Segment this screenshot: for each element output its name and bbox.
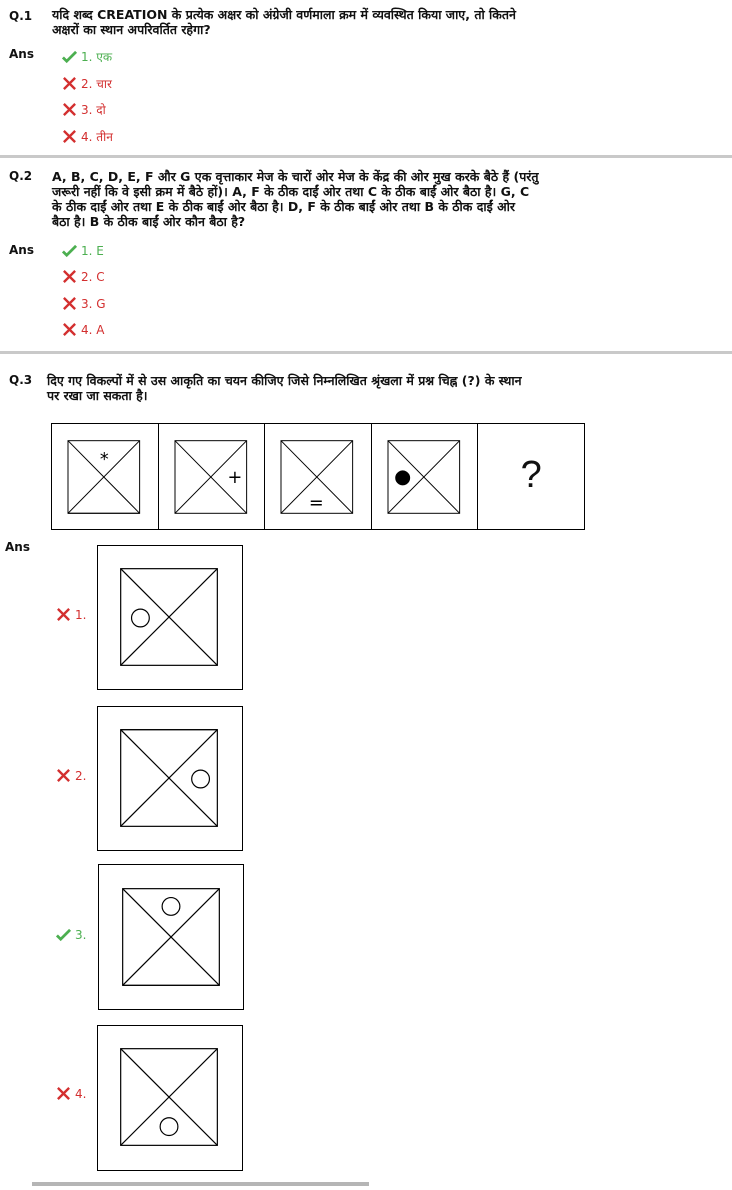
option-figure bbox=[97, 1025, 243, 1171]
answer-option bbox=[62, 48, 112, 65]
question-text-line: बैठा है। B के ठीक बाईं ओर कौन बैठा है? bbox=[52, 214, 246, 229]
question-text bbox=[52, 7, 612, 37]
check-icon bbox=[62, 243, 77, 258]
answer-option bbox=[62, 322, 104, 337]
question-text bbox=[52, 169, 612, 229]
series-figure bbox=[265, 424, 372, 529]
circle-symbol bbox=[192, 770, 210, 788]
answer-option bbox=[62, 296, 106, 311]
series-figure bbox=[372, 424, 479, 529]
cross-icon bbox=[62, 269, 77, 284]
question-number: Q.2 bbox=[9, 169, 33, 183]
plus-symbol: + bbox=[227, 467, 242, 488]
option-label: 3. दो bbox=[81, 103, 106, 117]
cross-icon bbox=[62, 129, 77, 144]
option-label: 1. एक bbox=[81, 50, 113, 64]
option-figure bbox=[97, 545, 243, 690]
question-text-line: यदि शब्द CREATION के प्रत्येक अक्षर को अंग्रेजी वर्णमाला क्रम में व्यवस्थित किया जाए, तो कितने bbox=[52, 7, 516, 22]
question-separator bbox=[0, 351, 732, 354]
option-label: 3. G bbox=[81, 296, 106, 311]
answer-option bbox=[62, 243, 104, 258]
cross-icon bbox=[56, 1086, 71, 1101]
answer-label: Ans bbox=[9, 243, 34, 257]
answer-option bbox=[62, 128, 113, 145]
question-text bbox=[47, 373, 607, 403]
question-number: Q.1 bbox=[9, 9, 33, 23]
cross-icon bbox=[62, 296, 77, 311]
answer-option bbox=[62, 75, 112, 92]
cross-icon bbox=[56, 607, 71, 622]
check-icon bbox=[56, 927, 71, 942]
check-icon bbox=[62, 49, 77, 64]
option-figure bbox=[98, 864, 244, 1010]
question-text-line: दिए गए विकल्पों में से उस आकृति का चयन कीजिए जिसे निम्नलिखित श्रृंखला में प्रश्न चिह्न (?) के स्थान bbox=[47, 373, 522, 388]
option-label: 4. bbox=[75, 1086, 87, 1101]
option-label: 2. चार bbox=[81, 77, 112, 91]
option-label: 2. bbox=[75, 768, 87, 783]
option-label: 2. C bbox=[81, 269, 105, 284]
option-label: 1. bbox=[75, 607, 87, 622]
question-text-line: के ठीक दाईं ओर तथा E के ठीक बाईं ओर बैठा है। D, F के ठीक बाईं ओर तथा B के ठीक दाईं ओर bbox=[52, 199, 515, 214]
option-label: 3. bbox=[75, 927, 87, 942]
option-label: 1. E bbox=[81, 243, 104, 258]
cross-icon bbox=[56, 768, 71, 783]
question-mark: ? bbox=[520, 454, 542, 496]
series-figure bbox=[159, 424, 266, 529]
question-text-line: पर रखा जा सकता है। bbox=[47, 388, 148, 403]
answer-option bbox=[56, 768, 86, 783]
answer-option bbox=[56, 607, 86, 622]
answer-option bbox=[56, 1086, 86, 1101]
cross-icon bbox=[62, 102, 77, 117]
option-label: 4. A bbox=[81, 322, 105, 337]
answer-option bbox=[62, 101, 106, 118]
answer-label: Ans bbox=[9, 47, 34, 61]
question-number: Q.3 bbox=[9, 373, 33, 387]
option-label: 4. तीन bbox=[81, 130, 113, 144]
answer-option bbox=[62, 269, 105, 284]
circle-symbol bbox=[160, 1118, 178, 1136]
circle-symbol bbox=[132, 609, 150, 627]
circle-symbol bbox=[162, 898, 180, 916]
question-text-line: जरूरी नहीं कि वे इसी क्रम में बैठे हों)। A, F के ठीक दाईं ओर तथा C के ठीक बाईं ओर बैठा है। G, C bbox=[52, 184, 530, 199]
question-text-line: A, B, C, D, E, F और G एक वृत्ताकार मेज के चारों ओर मेज के केंद्र की ओर मुख करके बैठे हैं (परंतु bbox=[52, 169, 539, 184]
question-text-line: अक्षरों का स्थान अपरिवर्तित रहेगा? bbox=[52, 22, 211, 37]
page-end-bar bbox=[32, 1182, 369, 1186]
series-figure bbox=[52, 424, 159, 529]
cross-icon bbox=[62, 76, 77, 91]
answer-option bbox=[56, 927, 86, 942]
figure-series bbox=[51, 423, 585, 530]
question-separator bbox=[0, 155, 732, 158]
option-figure bbox=[97, 706, 243, 851]
series-figure-unknown bbox=[478, 424, 584, 529]
asterisk-symbol: * bbox=[99, 450, 109, 471]
dot-symbol: ● bbox=[393, 464, 412, 488]
cross-icon bbox=[62, 322, 77, 337]
equals-symbol: = bbox=[309, 493, 324, 514]
answer-label: Ans bbox=[5, 540, 30, 554]
